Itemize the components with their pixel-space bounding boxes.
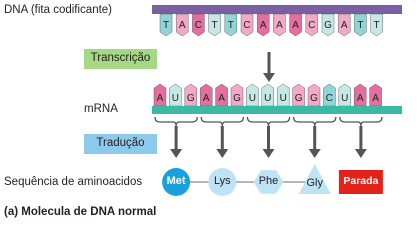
dna-base [225,14,237,36]
mrna-base [185,84,197,106]
mrna-base [323,84,335,106]
mrna-base-letter: C [325,93,334,104]
mrna-base-letter: G [310,93,318,104]
dna-base [257,14,269,36]
transcription-arrow [263,52,275,82]
dna-base-letter: T [162,20,170,31]
mrna-base-letter: U [171,93,180,104]
mrna-base-letter: A [218,93,225,104]
dna-base [354,14,366,36]
codon-arrow [294,117,336,158]
dna-base [322,14,334,36]
dna-base-letter: A [276,20,283,31]
dna-base-letter: T [211,20,218,31]
dna-base [273,14,285,36]
mrna-base [169,84,181,106]
dna-bases [160,14,383,36]
transcription-label: Transcrição [90,52,151,64]
mrna-strand [152,84,402,114]
dna-base-letter: C [243,20,251,31]
mrna-base-letter: A [202,93,210,104]
dna-base [192,14,204,36]
translation-label: Tradução [96,137,145,149]
codon-arrows [155,117,382,158]
dna-base-letter: C [308,20,316,31]
mrna-bases [154,84,382,106]
dna-base-letter: A [259,20,267,31]
dna-base-letter: T [227,20,234,31]
amino-acid-label: Phe [258,175,279,187]
dna-strand [152,5,402,36]
mrna-base-letter: A [156,93,164,104]
mrna-backbone [152,106,402,114]
dna-base [209,14,221,36]
dna-base-letter: A [340,20,348,31]
amino-acid-label: Parada [343,175,379,187]
mrna-base [354,84,366,106]
dna-base-letter: T [357,20,364,31]
mrna-base [246,84,258,106]
dna-base-letter: G [324,20,332,31]
dna-base [290,14,302,36]
caption: (a) Molecula de DNA normal [4,206,157,218]
mrna-base [154,84,166,106]
codon-arrow [155,117,197,158]
dna-base [241,14,253,36]
dna-base [371,14,383,36]
dna-base-letter: C [194,20,203,31]
dna-base-letter: A [178,20,186,31]
mrna-base-letter: A [356,93,364,104]
mrna-base [370,84,382,106]
mrna-base-letter: U [248,93,257,104]
mrna-base-letter: G [186,93,195,104]
dna-backbone [152,5,402,14]
dna-base [338,14,350,36]
mrna-base [200,84,212,106]
mrna-base [308,84,320,106]
mrna-base [262,84,274,106]
codon-arrow [247,117,289,158]
dna-base-letter: T [373,20,380,31]
amino-acid-label: Lys [213,175,231,187]
dna-base [176,14,188,36]
mrna-base [339,84,351,106]
mrna-base-letter: U [264,93,272,104]
mrna-label: mRNA [84,103,118,115]
dna-base-letter: A [292,20,299,31]
dna-label: DNA (fita codificante) [4,4,113,16]
mrna-base-letter: G [233,93,241,104]
amino-acid-label: Met [166,175,186,187]
amino-acid-label: Gly [306,177,323,189]
codon-arrow [340,117,382,158]
dna-base [160,14,172,36]
mrna-base [277,84,289,106]
mrna-base-letter: U [279,93,287,104]
mrna-base-letter: G [294,93,303,104]
dna-base [306,14,318,36]
mrna-base-letter: A [372,93,379,104]
amino-sequence-label: Sequência de aminoacidos [4,176,143,188]
mrna-base [231,84,243,106]
mrna-base-letter: U [341,93,349,104]
codon-arrow [201,117,243,158]
mrna-base [216,84,228,106]
mrna-base [293,84,305,106]
